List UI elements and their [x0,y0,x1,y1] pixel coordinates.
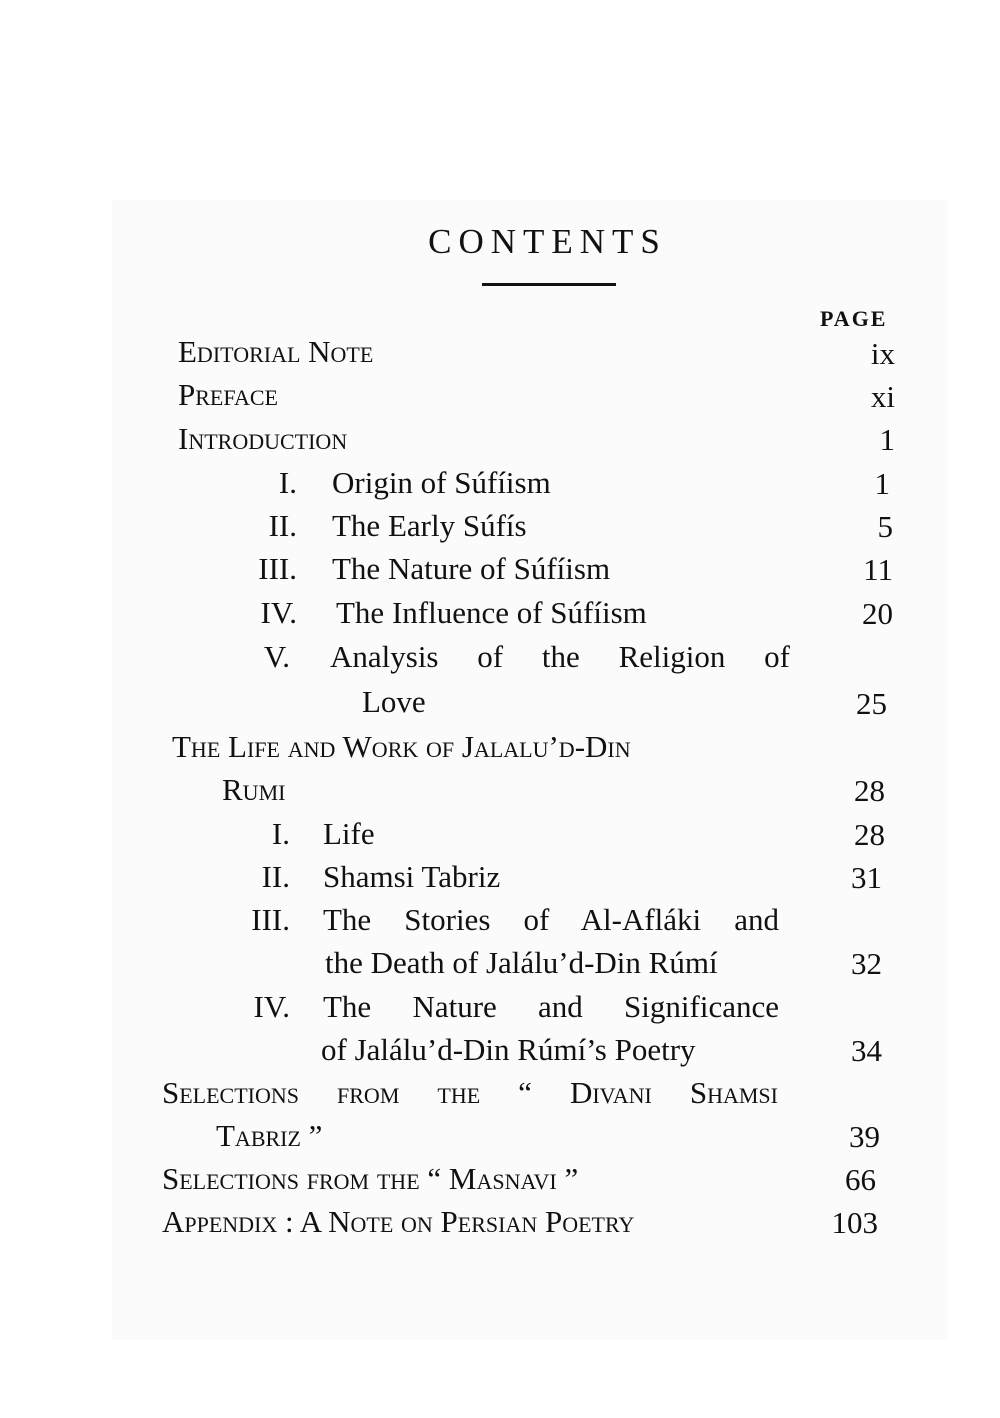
page-title: CONTENTS [428,222,667,261]
toc-entry-nature-significance-line1: The Nature and Significance [323,989,779,1024]
toc-page-divani: 39 [849,1119,880,1154]
toc-page-preface: xi [870,379,895,414]
toc-page-masnavi: 66 [845,1162,876,1197]
toc-entry-analysis-line2: Love [362,684,426,719]
toc-page-analysis: 25 [856,686,887,721]
toc-entry-origin-of-sufiism: Origin of Súfíism [332,465,551,500]
toc-entry-stories-line2: the Death of Jalálu’d-Din Rúmí [325,945,718,980]
toc-roman-life-ii: II. [261,859,290,894]
toc-entry-masnavi: Selections from the “ Masnavi ” [162,1161,579,1196]
toc-entry-editorial-note: Editorial Note [178,334,374,369]
toc-entry-nature-significance-line2: of Jalálu’d-Din Rúmí’s Poetry [321,1032,696,1067]
toc-entry-the-early-sufis: The Early Súfís [332,508,527,543]
toc-entry-introduction: Introduction [178,421,348,456]
toc-page-the-nature-of-sufiism: 11 [863,552,893,587]
toc-entry-preface: Preface [178,377,278,412]
toc-entry-shamsi-tabriz: Shamsi Tabriz [323,859,501,894]
toc-page-stories: 32 [851,946,882,981]
toc-entry-life: Life [323,816,375,851]
toc-page-shamsi-tabriz: 31 [851,860,882,895]
toc-roman-v: V. [263,639,290,674]
page-column-header: PAGE [820,306,888,331]
toc-page-nature-significance: 34 [851,1033,882,1068]
toc-entry-life-and-work-line2: Rumi [222,772,286,807]
toc-page-editorial-note: ix [870,336,895,371]
toc-roman-ii: II. [268,508,297,543]
toc-page-origin-of-sufiism: 1 [874,466,890,501]
toc-entry-the-influence-of-sufiism: The Influence of Súfíism [336,595,647,630]
toc-page-introduction: 1 [879,422,895,457]
toc-page-the-influence-of-sufiism: 20 [862,596,893,631]
toc-entry-divani-line2: Tabriz ” [216,1118,323,1153]
toc-page-life: 28 [854,817,885,852]
toc-entry-divani-line1: Selections from the “ Divani Shamsi [162,1075,778,1110]
toc-entry-the-nature-of-sufiism: The Nature of Súfíism [332,551,611,586]
toc-page-life-and-work: 28 [854,773,885,808]
toc-roman-i: I. [278,465,297,500]
toc-roman-life-iv: IV. [253,989,290,1024]
toc-entry-life-and-work-line1: The Life and Work of Jalalu’d-Din [172,729,631,764]
toc-entry-analysis-line1: Analysis of the Religion of [330,639,790,674]
toc-roman-iv: IV. [260,595,297,630]
toc-entry-appendix: Appendix : A Note on Persian Poetry [162,1204,635,1239]
toc-page-appendix: 103 [831,1205,878,1240]
toc-page-the-early-sufis: 5 [877,509,893,544]
toc-roman-iii: III. [258,551,297,586]
toc-roman-life-i: I. [271,816,290,851]
toc-entry-stories-line1: The Stories of Al-Afláki and [323,902,779,937]
toc-roman-life-iii: III. [251,902,290,937]
title-rule [482,283,616,286]
